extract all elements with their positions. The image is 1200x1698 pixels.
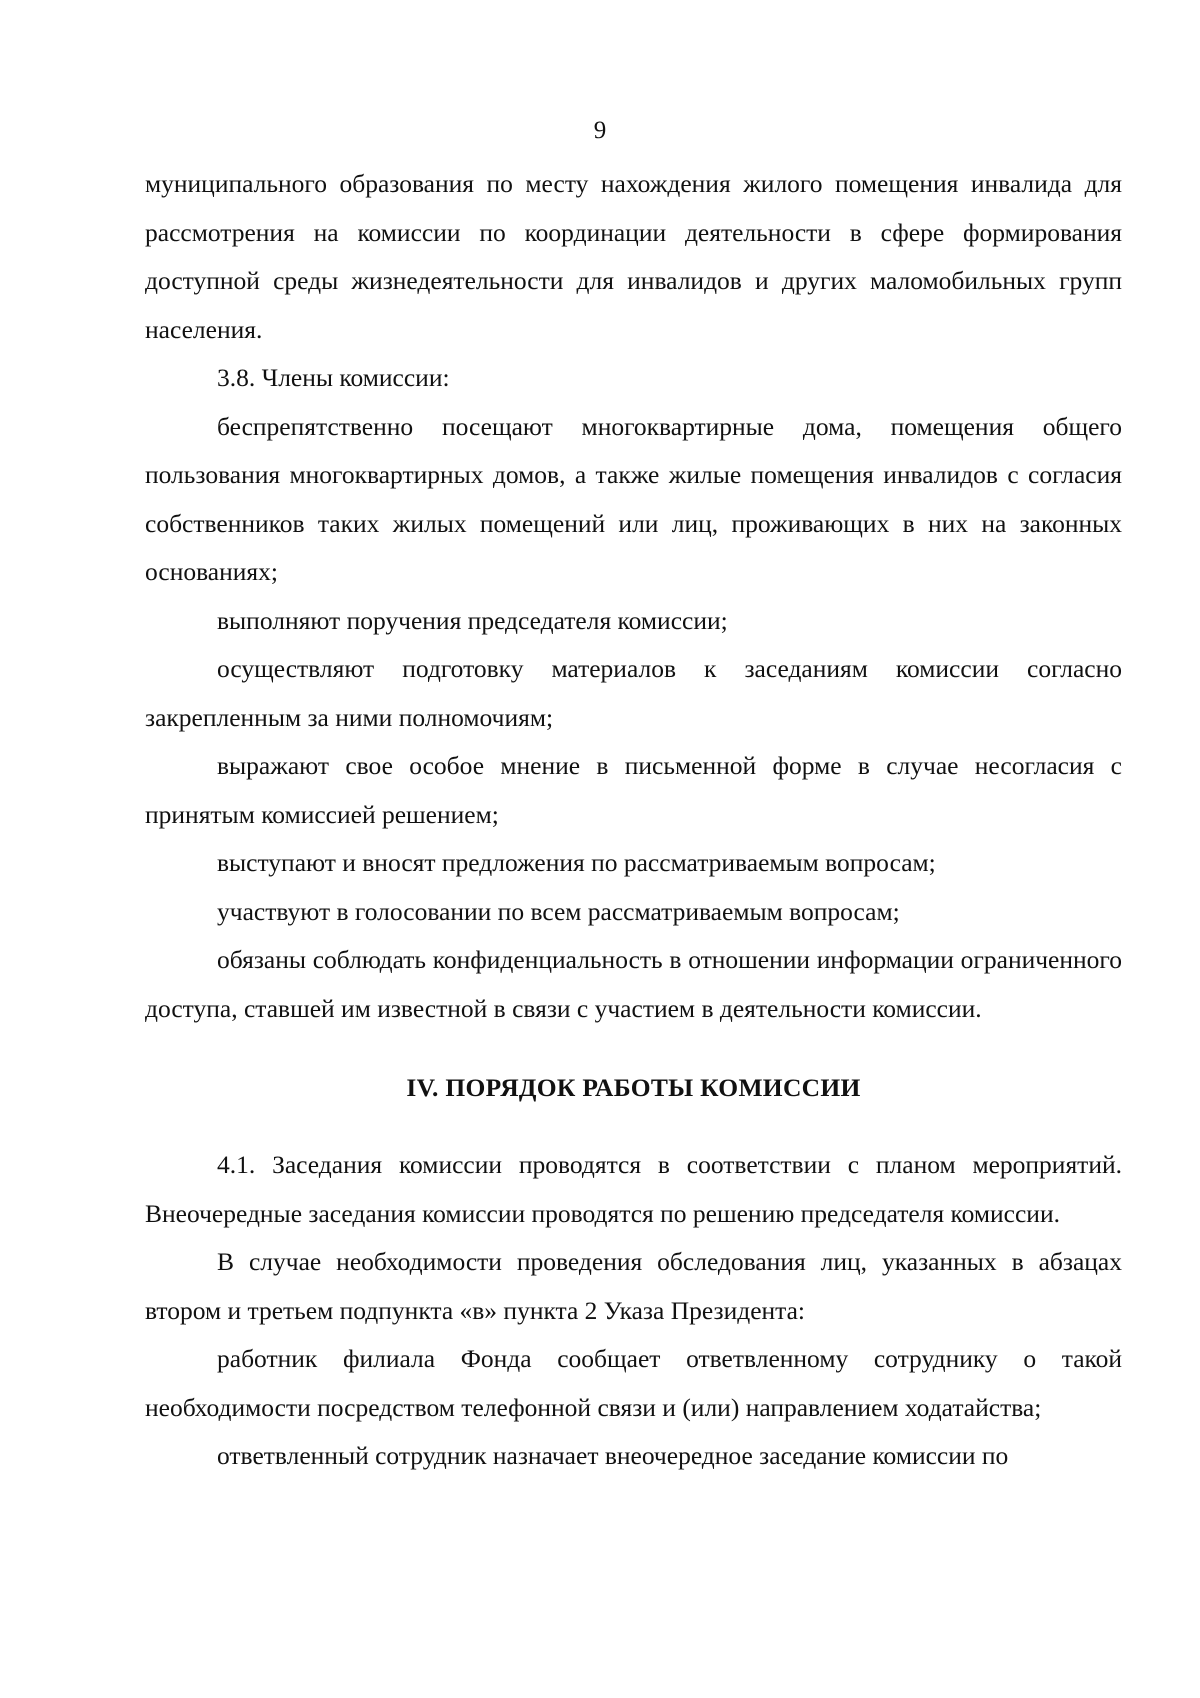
paragraph-visit-rights: беспрепятственно посещают многоквартирные дома, помещения общего пользования многоквартирных домов, а также жилые помещения инвалидов с согласия собственников таких жилых помещений или лиц, проживающих в них на законных основаниях; [145,411,1122,586]
paragraph-continuation: муниципального образования по месту нахождения жилого помещения инвалида для рассмотрения на комиссии по координации деятельности в сфере формирования доступной среды жизнедеятельности для инвалидов и других маломобильных групп населения. [145,169,1122,344]
paragraph-prepare-materials: осуществляют подготовку материалов к заседаниям комиссии согласно закрепленным за ними полномочиям; [145,654,1122,732]
paragraph-responsible-officer: ответвленный сотрудник назначает внеочередное заседание комиссии по [217,1441,1009,1470]
paragraph-dissenting-opinion: выражают свое особое мнение в письменной форме в случае несогласия с принятым комиссией решением; [145,751,1122,829]
page-number: 9 [593,117,607,144]
paragraph-fund-employee: работник филиала Фонда сообщает ответвленному сотруднику о такой необходимости посредством телефонной связи и (или) направлением ходатайства; [145,1344,1122,1422]
paragraph-proposals: выступают и вносят предложения по рассматриваемым вопросам; [217,848,936,877]
paragraph-clause-4-1: 4.1. Заседания комиссии проводятся в соответствии с планом мероприятий. Внеочередные заседания комиссии проводятся по решению председателя комиссии. [145,1150,1122,1228]
document-body [145,160,1122,1481]
paragraph-examination-case: В случае необходимости проведения обследования лиц, указанных в абзацах втором и третьем подпункта «в» пункта 2 Указа Президента: [145,1247,1122,1325]
section-heading: IV. ПОРЯДОК РАБОТЫ КОМИССИИ [406,1073,861,1102]
paragraph-confidentiality: обязаны соблюдать конфиденциальность в отношении информации ограниченного доступа, ставшей им известной в связи с участием в деятельности комиссии. [145,945,1122,1023]
paragraph-execute-orders: выполняют поручения председателя комиссии; [217,605,728,635]
paragraph-clause-3-8: 3.8. Члены комиссии: [217,363,450,392]
paragraph-voting: участвуют в голосовании по всем рассматриваемым вопросам; [217,896,900,926]
